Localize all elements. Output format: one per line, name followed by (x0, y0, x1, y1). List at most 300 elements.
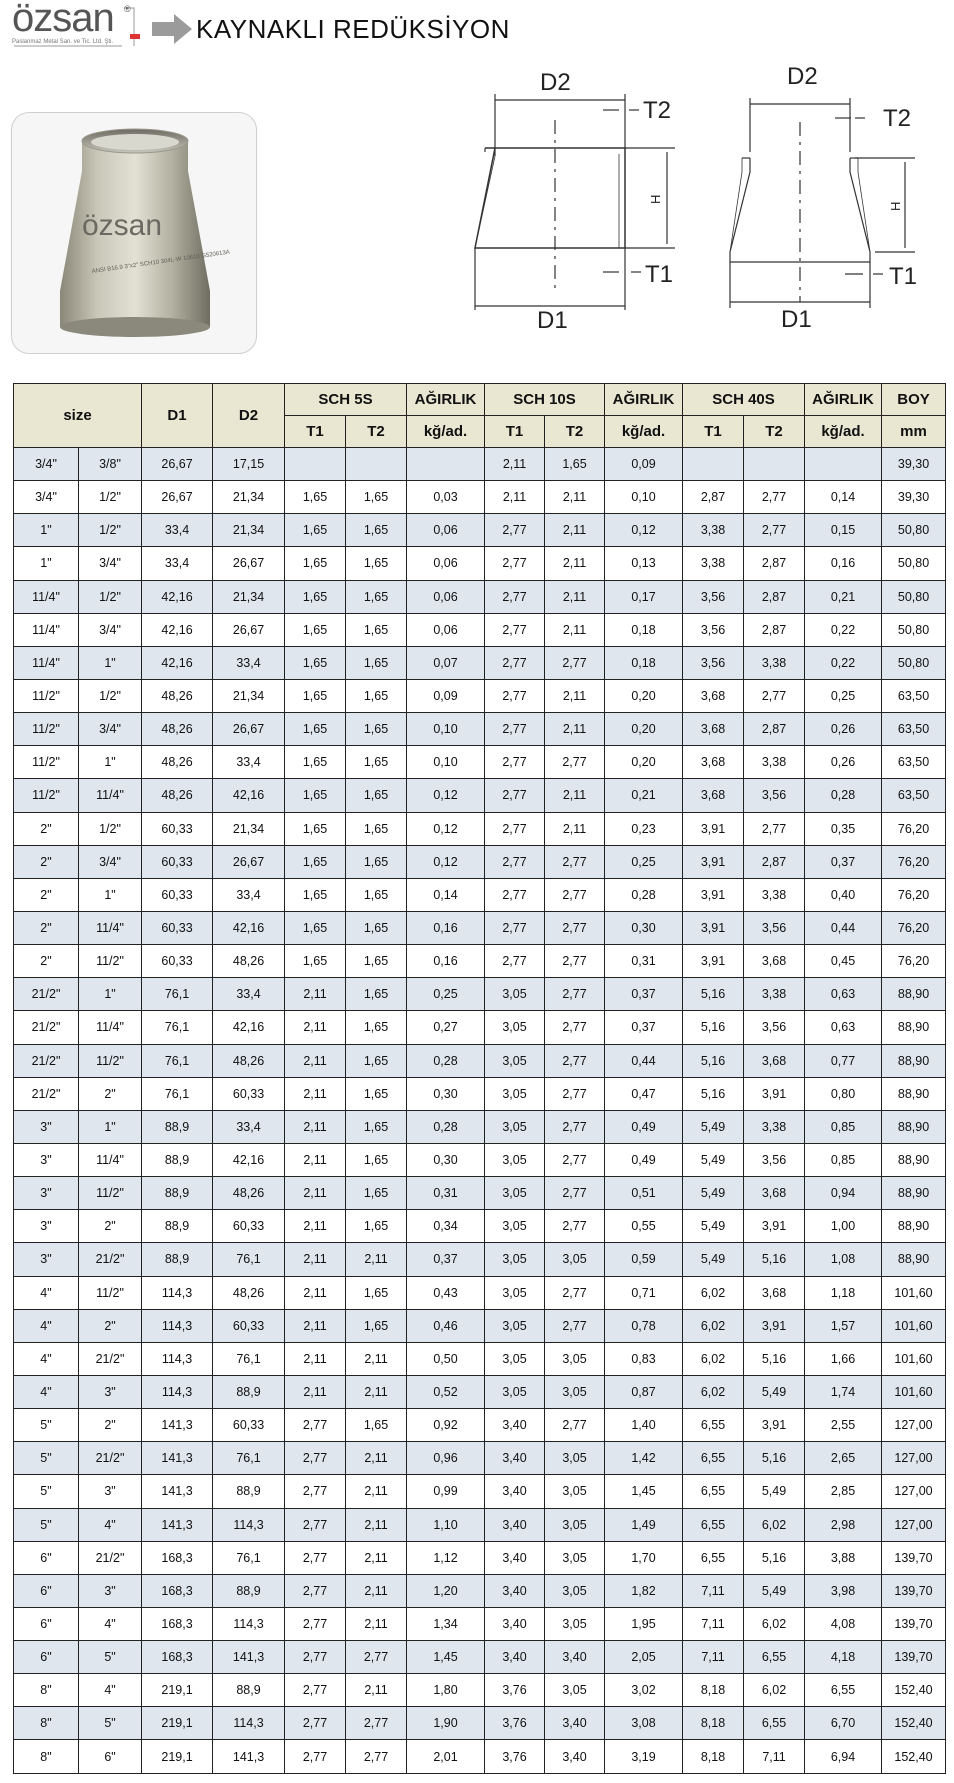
table-cell: 3/4" (79, 613, 142, 646)
table-cell: 2,77 (485, 679, 545, 712)
table-cell: 127,00 (882, 1475, 946, 1508)
table-cell: 2,11 (285, 1011, 346, 1044)
table-cell: 26,67 (213, 713, 285, 746)
table-cell: 0,14 (407, 878, 485, 911)
table-cell: 42,16 (142, 646, 213, 679)
table-cell: 3,05 (485, 1276, 545, 1309)
table-cell: 0,35 (805, 812, 882, 845)
table-row (14, 679, 946, 712)
table-cell: 11/4" (79, 911, 142, 944)
table-cell: 88,9 (213, 1574, 285, 1607)
table-cell: 6,55 (744, 1707, 805, 1740)
table-row (14, 1276, 946, 1309)
table-row (14, 1707, 946, 1740)
table-cell: 50,80 (882, 514, 946, 547)
table-cell: 0,25 (805, 679, 882, 712)
table-cell: 0,14 (805, 481, 882, 514)
table-cell: 3,91 (744, 1210, 805, 1243)
diagram2-t2-label: T2 (883, 105, 912, 132)
table-cell: 1,65 (346, 1077, 407, 1110)
table-cell: 114,3 (213, 1508, 285, 1541)
table-cell: 2,87 (744, 547, 805, 580)
table-cell: 0,49 (605, 1110, 683, 1143)
table-cell: 3,56 (744, 1143, 805, 1176)
table-cell: 1,65 (346, 646, 407, 679)
table-cell: 219,1 (142, 1674, 213, 1707)
table-cell: 2,77 (545, 1077, 605, 1110)
table-cell: 1,65 (285, 911, 346, 944)
table-cell: 1" (79, 978, 142, 1011)
table-cell: 88,90 (882, 1143, 946, 1176)
table-cell: 50,80 (882, 613, 946, 646)
table-cell: 21,34 (213, 514, 285, 547)
table-cell: 141,3 (142, 1475, 213, 1508)
table-cell: 127,00 (882, 1442, 946, 1475)
table-cell: 3,40 (485, 1442, 545, 1475)
table-cell: 3,05 (545, 1375, 605, 1408)
table-cell: 0,34 (407, 1210, 485, 1243)
table-cell: 3" (79, 1375, 142, 1408)
table-row (14, 713, 946, 746)
table-cell: 0,25 (407, 978, 485, 1011)
table-cell: 3,38 (744, 646, 805, 679)
table-cell: 3,40 (485, 1409, 545, 1442)
table-cell: 1,45 (605, 1475, 683, 1508)
header-agirlik-40s: AĞIRLIK (805, 384, 882, 416)
table-cell: 3" (14, 1210, 79, 1243)
table-cell: 2,77 (485, 713, 545, 746)
table-cell: 0,28 (407, 1044, 485, 1077)
table-cell: 1,18 (805, 1276, 882, 1309)
table-row (14, 580, 946, 613)
table-cell: 50,80 (882, 580, 946, 613)
table-cell: 88,9 (142, 1210, 213, 1243)
table-cell: 3,56 (683, 613, 744, 646)
table-cell: 6,02 (744, 1607, 805, 1640)
table-cell: 0,30 (407, 1143, 485, 1176)
header-t2-10s: T2 (545, 416, 605, 448)
table-cell: 21/2" (79, 1541, 142, 1574)
table-row (14, 878, 946, 911)
header-sch5s: SCH 5S (285, 384, 407, 416)
table-cell: 1,57 (805, 1309, 882, 1342)
table-cell: 101,60 (882, 1375, 946, 1408)
table-cell: 2,77 (285, 1641, 346, 1674)
table-cell: 3,05 (485, 978, 545, 1011)
table-cell (285, 448, 346, 481)
table-cell: 0,99 (407, 1475, 485, 1508)
table-cell: 33,4 (213, 878, 285, 911)
table-cell: 2,11 (545, 580, 605, 613)
table-cell: 88,9 (213, 1674, 285, 1707)
table-cell: 2,77 (485, 945, 545, 978)
table-cell: 2,11 (285, 1177, 346, 1210)
table-row (14, 1475, 946, 1508)
table-cell: 1,65 (285, 812, 346, 845)
table-cell: 60,33 (142, 812, 213, 845)
diagram2-d1-label: D1 (781, 306, 812, 333)
header-t2-40s: T2 (744, 416, 805, 448)
table-cell: 3,40 (485, 1641, 545, 1674)
table-cell: 3,40 (485, 1574, 545, 1607)
table-cell: 88,90 (882, 1044, 946, 1077)
table-cell: 3,68 (683, 713, 744, 746)
table-cell: 168,3 (142, 1607, 213, 1640)
table-cell: 0,87 (605, 1375, 683, 1408)
table-cell: 1,65 (346, 1409, 407, 1442)
table-cell: 2,77 (285, 1442, 346, 1475)
table-cell: 0,47 (605, 1077, 683, 1110)
table-cell: 6,02 (683, 1375, 744, 1408)
table-row (14, 1541, 946, 1574)
diagram1-d1-label: D1 (537, 307, 568, 334)
table-cell: 3,76 (485, 1740, 545, 1774)
table-cell: 11/2" (79, 945, 142, 978)
table-cell: 39,30 (882, 448, 946, 481)
table-cell: 141,3 (142, 1442, 213, 1475)
table-cell: 3" (14, 1243, 79, 1276)
table-cell: 0,31 (407, 1177, 485, 1210)
table-cell: 1" (79, 1110, 142, 1143)
table-row (14, 1508, 946, 1541)
table-cell: 5" (14, 1442, 79, 1475)
table-cell: 0,28 (605, 878, 683, 911)
brand-name: özsan (12, 0, 114, 40)
table-cell: 76,20 (882, 911, 946, 944)
table-cell: 1,70 (605, 1541, 683, 1574)
table-cell: 3,40 (485, 1541, 545, 1574)
table-row (14, 779, 946, 812)
table-cell: 0,85 (805, 1110, 882, 1143)
table-cell: 2,11 (285, 1077, 346, 1110)
table-cell: 33,4 (213, 746, 285, 779)
table-cell: 114,3 (142, 1342, 213, 1375)
table-cell: 2,77 (744, 812, 805, 845)
table-cell: 1,10 (407, 1508, 485, 1541)
table-cell: 3,68 (683, 746, 744, 779)
table-cell: 168,3 (142, 1641, 213, 1674)
table-cell: 0,06 (407, 613, 485, 646)
table-cell: 88,9 (142, 1110, 213, 1143)
table-row (14, 845, 946, 878)
diagram2-d2-label: D2 (787, 63, 818, 90)
table-cell: 6,02 (683, 1309, 744, 1342)
table-cell: 60,33 (142, 845, 213, 878)
table-cell: 0,10 (605, 481, 683, 514)
table-cell: 1,49 (605, 1508, 683, 1541)
table-cell: 0,07 (407, 646, 485, 679)
table-cell: 3,05 (485, 1375, 545, 1408)
table-cell (805, 448, 882, 481)
table-cell: 0,15 (805, 514, 882, 547)
table-cell: 1,65 (346, 1011, 407, 1044)
table-cell: 1/2" (79, 481, 142, 514)
table-cell: 2,11 (285, 1243, 346, 1276)
table-cell: 11/2" (79, 1276, 142, 1309)
table-cell: 1,82 (605, 1574, 683, 1607)
table-row (14, 1375, 946, 1408)
table-cell: 21,34 (213, 812, 285, 845)
table-cell (407, 448, 485, 481)
table-cell: 0,51 (605, 1177, 683, 1210)
table-cell: 2,11 (285, 1143, 346, 1176)
table-cell: 0,46 (407, 1309, 485, 1342)
table-cell: 6,55 (683, 1409, 744, 1442)
table-cell: 21/2" (14, 978, 79, 1011)
table-cell: 3,05 (485, 1177, 545, 1210)
table-cell: 2,11 (285, 978, 346, 1011)
table-cell: 0,92 (407, 1409, 485, 1442)
table-cell: 33,4 (213, 646, 285, 679)
table-cell: 0,45 (805, 945, 882, 978)
table-cell: 4" (14, 1375, 79, 1408)
table-cell: 1/2" (79, 679, 142, 712)
table-cell: 3,38 (744, 878, 805, 911)
table-cell: 3,05 (485, 1110, 545, 1143)
table-cell: 3/4" (14, 448, 79, 481)
table-cell: 60,33 (213, 1210, 285, 1243)
table-cell: 3" (79, 1475, 142, 1508)
table-cell: 2,77 (545, 746, 605, 779)
table-row (14, 1210, 946, 1243)
table-cell: 3" (14, 1177, 79, 1210)
table-cell: 3,05 (545, 1475, 605, 1508)
table-cell: 2,77 (485, 878, 545, 911)
table-row (14, 448, 946, 481)
table-cell: 2,11 (545, 613, 605, 646)
table-cell: 2,87 (683, 481, 744, 514)
table-cell: 2,77 (545, 1110, 605, 1143)
table-cell: 0,12 (605, 514, 683, 547)
table-cell: 101,60 (882, 1276, 946, 1309)
table-cell: 2,11 (545, 812, 605, 845)
table-cell: 3,40 (545, 1740, 605, 1774)
table-cell: 48,26 (142, 713, 213, 746)
table-cell: 0,10 (407, 746, 485, 779)
table-cell: 6,55 (744, 1641, 805, 1674)
table-cell: 5,49 (683, 1110, 744, 1143)
header-unit-mm: mm (882, 416, 946, 448)
table-cell: 1,65 (346, 779, 407, 812)
table-cell: 1" (79, 746, 142, 779)
table-cell: 0,63 (805, 1011, 882, 1044)
table-row (14, 1641, 946, 1674)
table-cell: 48,26 (142, 779, 213, 812)
table-cell: 1/2" (79, 514, 142, 547)
table-cell: 168,3 (142, 1574, 213, 1607)
table-cell: 2,11 (346, 1508, 407, 1541)
table-cell: 3,76 (485, 1707, 545, 1740)
table-cell: 114,3 (142, 1375, 213, 1408)
table-cell: 139,70 (882, 1641, 946, 1674)
table-cell: 3,08 (605, 1707, 683, 1740)
table-cell: 2,77 (545, 945, 605, 978)
table-cell: 21/2" (14, 1044, 79, 1077)
table-cell: 5,49 (683, 1177, 744, 1210)
table-cell: 42,16 (142, 613, 213, 646)
table-cell: 1,65 (346, 911, 407, 944)
table-cell: 88,9 (213, 1375, 285, 1408)
table-cell: 3" (79, 1574, 142, 1607)
table-cell: 76,1 (142, 978, 213, 1011)
table-row (14, 1740, 946, 1774)
table-cell: 88,9 (142, 1177, 213, 1210)
table-cell: 3,19 (605, 1740, 683, 1774)
table-cell: 3,38 (683, 514, 744, 547)
table-cell: 0,31 (605, 945, 683, 978)
table-row (14, 547, 946, 580)
table-cell: 0,16 (805, 547, 882, 580)
table-cell: 5,49 (683, 1210, 744, 1243)
table-cell: 114,3 (213, 1607, 285, 1640)
table-cell: 127,00 (882, 1508, 946, 1541)
product-photo (11, 112, 257, 354)
table-cell: 1,65 (285, 713, 346, 746)
table-cell: 3,05 (485, 1342, 545, 1375)
table-cell: 6,55 (805, 1674, 882, 1707)
table-cell: 2,11 (346, 1674, 407, 1707)
table-cell: 3/4" (79, 547, 142, 580)
table-cell: 11/4" (14, 646, 79, 679)
table-cell: 88,90 (882, 1077, 946, 1110)
table-cell: 3" (14, 1143, 79, 1176)
table-cell: 5,16 (744, 1541, 805, 1574)
table-cell: 1,65 (346, 746, 407, 779)
table-cell: 1,95 (605, 1607, 683, 1640)
table-cell: 4" (79, 1508, 142, 1541)
table-cell: 1,65 (346, 547, 407, 580)
table-cell: 0,28 (805, 779, 882, 812)
table-row (14, 613, 946, 646)
table-cell: 0,12 (407, 779, 485, 812)
table-cell: 1,65 (346, 481, 407, 514)
table-cell: 5,16 (683, 978, 744, 1011)
table-cell: 2,11 (346, 1243, 407, 1276)
table-cell: 5,49 (683, 1243, 744, 1276)
table-cell: 33,4 (142, 514, 213, 547)
table-cell: 11/4" (79, 1011, 142, 1044)
table-cell: 1,65 (346, 878, 407, 911)
table-cell: 2,77 (545, 1409, 605, 1442)
table-cell: 60,33 (213, 1077, 285, 1110)
table-cell: 11/2" (14, 746, 79, 779)
photo-brand-engraving: özsan (82, 209, 163, 242)
table-cell: 114,3 (142, 1276, 213, 1309)
table-cell: 2,77 (485, 514, 545, 547)
table-cell: 2,77 (545, 911, 605, 944)
table-row (14, 812, 946, 845)
table-cell: 60,33 (142, 878, 213, 911)
table-cell: 3,05 (545, 1442, 605, 1475)
table-cell: 168,3 (142, 1541, 213, 1574)
table-cell: 1,65 (285, 481, 346, 514)
table-cell: 88,9 (142, 1243, 213, 1276)
table-cell: 48,26 (213, 945, 285, 978)
table-cell: 3,68 (744, 1276, 805, 1309)
table-cell: 1,65 (346, 713, 407, 746)
table-cell: 3,05 (485, 1077, 545, 1110)
table-cell: 33,4 (142, 547, 213, 580)
table-cell: 141,3 (213, 1641, 285, 1674)
table-cell: 5,49 (744, 1574, 805, 1607)
table-cell: 1,65 (285, 580, 346, 613)
table-cell: 2,77 (545, 1011, 605, 1044)
table-cell: 5,49 (683, 1143, 744, 1176)
table-cell: 7,11 (683, 1574, 744, 1607)
table-row (14, 1607, 946, 1640)
table-cell: 2,11 (285, 1342, 346, 1375)
diagram1-d2-label: D2 (540, 69, 571, 96)
table-row (14, 1442, 946, 1475)
table-cell: 3,38 (744, 978, 805, 1011)
table-cell: 3,02 (605, 1674, 683, 1707)
table-cell: 21,34 (213, 580, 285, 613)
table-cell: 2,11 (285, 1309, 346, 1342)
diagram1-h-label: H (648, 194, 663, 204)
table-cell: 6,02 (683, 1276, 744, 1309)
table-cell (683, 448, 744, 481)
table-cell: 0,20 (605, 679, 683, 712)
table-cell: 1,65 (285, 845, 346, 878)
table-cell: 88,90 (882, 1210, 946, 1243)
table-cell: 3,91 (683, 812, 744, 845)
table-cell: 2,77 (485, 613, 545, 646)
table-row (14, 1110, 946, 1143)
table-cell: 2,05 (605, 1641, 683, 1674)
table-cell: 1,90 (407, 1707, 485, 1740)
table-cell: 101,60 (882, 1309, 946, 1342)
concentric-reducer-diagram (705, 62, 954, 352)
table-cell: 0,26 (805, 746, 882, 779)
table-cell: 11/2" (79, 1044, 142, 1077)
table-cell: 3,56 (683, 646, 744, 679)
table-body (14, 448, 946, 1774)
table-cell: 7,11 (683, 1607, 744, 1640)
table-cell: 1,65 (346, 514, 407, 547)
table-cell: 1,74 (805, 1375, 882, 1408)
table-cell: 5,16 (683, 1011, 744, 1044)
table-cell: 0,44 (805, 911, 882, 944)
table-cell: 3,05 (485, 1143, 545, 1176)
arrow-right-icon (152, 14, 192, 44)
table-cell: 26,67 (142, 448, 213, 481)
table-cell: 8,18 (683, 1707, 744, 1740)
table-cell: 6,55 (683, 1475, 744, 1508)
table-row (14, 1143, 946, 1176)
table-cell: 21,34 (213, 481, 285, 514)
table-cell: 63,50 (882, 746, 946, 779)
table-cell: 5,16 (744, 1342, 805, 1375)
table-cell: 3,40 (545, 1641, 605, 1674)
table-cell: 3,68 (683, 679, 744, 712)
table-cell: 6,02 (744, 1508, 805, 1541)
table-cell: 2,11 (285, 1110, 346, 1143)
header-agirlik-5s: AĞIRLIK (407, 384, 485, 416)
table-cell: 60,33 (142, 911, 213, 944)
table-cell: 50,80 (882, 646, 946, 679)
table-cell: 3,05 (485, 1210, 545, 1243)
table-cell: 2,77 (545, 646, 605, 679)
table-cell: 11/4" (79, 779, 142, 812)
table-cell: 0,78 (605, 1309, 683, 1342)
table-cell: 2,77 (485, 580, 545, 613)
table-cell: 0,17 (605, 580, 683, 613)
table-cell: 76,20 (882, 845, 946, 878)
page-title: KAYNAKLI REDÜKSİYON (196, 14, 510, 44)
table-cell: 2,77 (744, 679, 805, 712)
table-row (14, 514, 946, 547)
table-cell: 3,91 (744, 1077, 805, 1110)
